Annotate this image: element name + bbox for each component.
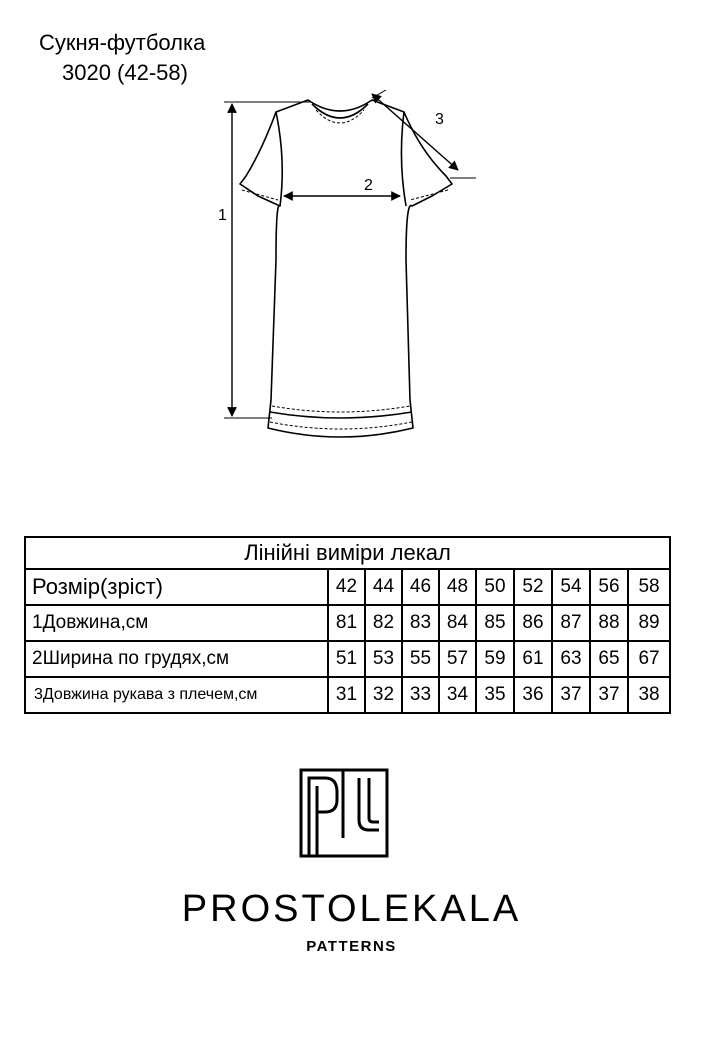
table-row-chest: [25, 641, 670, 677]
garment-name: Сукня-футболка: [39, 30, 206, 55]
size-cell: 50: [476, 569, 514, 605]
table-row-length: [25, 605, 670, 641]
sleeve-arrow: [372, 94, 458, 170]
value-cell: 51: [328, 641, 365, 677]
size-cell: 52: [514, 569, 552, 605]
table-row-sleeve: [25, 677, 670, 713]
value-cell: 37: [552, 677, 590, 713]
value-cell: 65: [590, 641, 628, 677]
brand-subtitle: PATTERNS: [306, 938, 397, 955]
size-cell: 42: [328, 569, 365, 605]
value-cell: 32: [365, 677, 402, 713]
row-label: 1Довжина,см: [25, 605, 328, 641]
value-cell: 57: [439, 641, 476, 677]
size-cell: 44: [365, 569, 402, 605]
dress-sketch: [0, 0, 703, 500]
stitch-lines: [242, 110, 448, 429]
row-label: 2Ширина по грудях,см: [25, 641, 328, 677]
value-cell: 33: [402, 677, 439, 713]
value-cell: 36: [514, 677, 552, 713]
value-cell: 83: [402, 605, 439, 641]
value-cell: 63: [552, 641, 590, 677]
value-cell: 84: [439, 605, 476, 641]
size-cell: 54: [552, 569, 590, 605]
size-cell: 58: [628, 569, 670, 605]
value-cell: 38: [628, 677, 670, 713]
value-cell: 37: [590, 677, 628, 713]
chest-marker: 2: [364, 177, 373, 194]
value-cell: 88: [590, 605, 628, 641]
value-cell: 61: [514, 641, 552, 677]
value-cell: 55: [402, 641, 439, 677]
row-label: 3Довжина рукава з плечем,см: [25, 677, 328, 713]
value-cell: 34: [439, 677, 476, 713]
value-cell: 87: [552, 605, 590, 641]
table-caption: Лінійні виміри лекал: [25, 537, 670, 569]
value-cell: 35: [476, 677, 514, 713]
brand-name: PROSTOLEKALA: [181, 888, 522, 930]
sleeve-marker: 3: [435, 111, 444, 128]
value-cell: 81: [328, 605, 365, 641]
garment-code: 3020 (42-58): [62, 60, 188, 85]
value-cell: 86: [514, 605, 552, 641]
size-cell: 46: [402, 569, 439, 605]
size-label: Розмір(зріст): [25, 569, 328, 605]
value-cell: 59: [476, 641, 514, 677]
value-cell: 31: [328, 677, 365, 713]
length-marker: 1: [218, 207, 227, 224]
table-row-sizes: [25, 569, 670, 605]
measurements-table: [24, 536, 671, 714]
value-cell: 85: [476, 605, 514, 641]
value-cell: 53: [365, 641, 402, 677]
value-cell: 89: [628, 605, 670, 641]
size-cell: 48: [439, 569, 476, 605]
value-cell: 67: [628, 641, 670, 677]
brand-logo-icon: [299, 768, 389, 858]
dress-outline: [240, 100, 452, 437]
size-cell: 56: [590, 569, 628, 605]
value-cell: 82: [365, 605, 402, 641]
